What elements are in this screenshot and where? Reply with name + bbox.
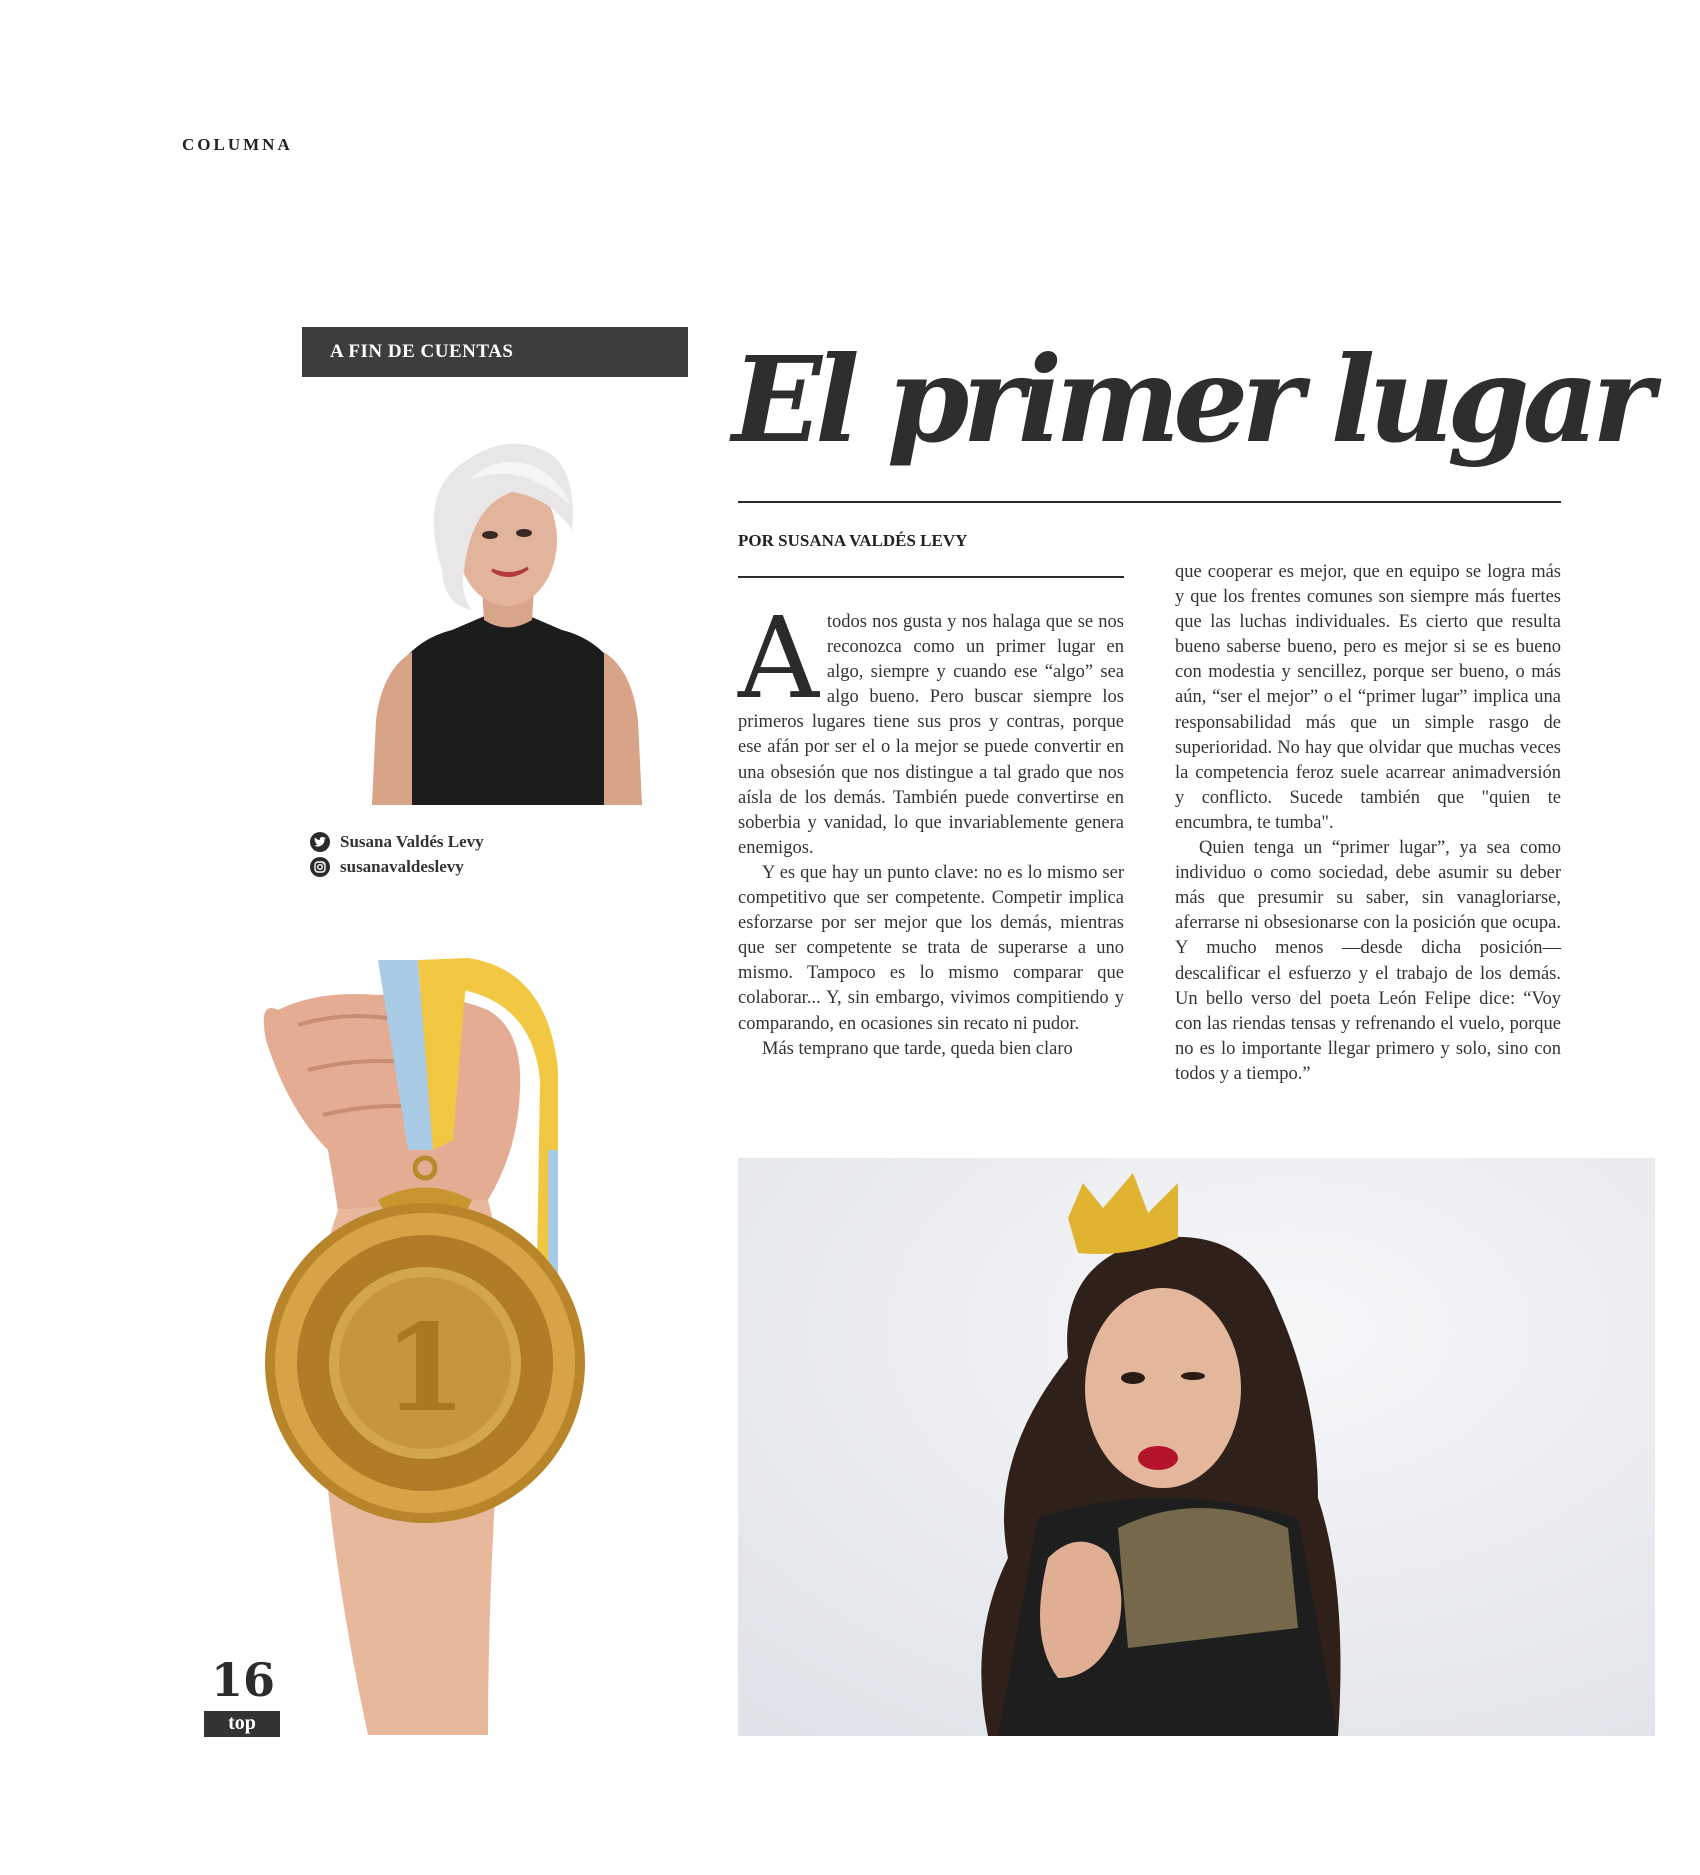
headline-divider xyxy=(738,501,1561,503)
author-portrait xyxy=(372,420,642,805)
instagram-row[interactable] xyxy=(310,854,484,879)
brand-tag: top xyxy=(204,1711,280,1737)
author-social xyxy=(310,829,484,879)
column-kicker: A FIN DE CUENTAS xyxy=(302,327,688,377)
article-headline: El primer lugar xyxy=(732,330,1648,469)
section-label: COLUMNA xyxy=(182,135,293,154)
article-paragraph: Más temprano que tarde, queda bien claro xyxy=(762,1038,1073,1059)
twitter-handle: Susana Valdés Levy xyxy=(340,831,484,851)
medal-number: 1 xyxy=(383,1298,467,1439)
article-column-1 xyxy=(738,594,1124,1062)
medal-photo xyxy=(258,950,638,1735)
article-paragraph: que cooperar es mejor, que en equipo se logra más y que los frentes comunes son siempre más fuertes que las luchas individuales. Es cierto que resulta bueno saberse bueno, pero es mejor si se es bueno con modestia y sencillez, porque ser bueno, o más aún, “ser el mejor” o el “primer lugar” implica una responsabilidad más que un simple rasgo de superioridad. No hay que olvidar que muchas veces la competencia feroz suele acarrear animadversión y conflicto. Sucede también que "quien te encumbra, te tumba". xyxy=(1175,562,1561,833)
crown-woman-photo xyxy=(738,1158,1655,1736)
instagram-icon xyxy=(310,857,330,877)
page-number: 16 xyxy=(210,1653,275,1707)
byline: POR SUSANA VALDÉS LEVY xyxy=(738,531,968,550)
instagram-handle: susanavaldeslevy xyxy=(340,856,464,876)
article-paragraph: Y es que hay un punto clave: no es lo mismo ser competitivo que ser competente. Competir implica esforzarse por ser mejor que los demás, mientras que ser competente se trata de superarse a uno mismo. Tampoco es lo mismo comparar que colaborar... Y, sin embargo, vivimos compitiendo y comparando, en ocasiones sin recato ni pudor. xyxy=(738,862,1124,1034)
drop-cap: A xyxy=(738,594,819,724)
twitter-row[interactable] xyxy=(310,829,484,854)
twitter-icon xyxy=(310,832,330,852)
article-paragraph: A todos nos gusta y nos halaga que se nos reconozca como un primer lugar en algo, siempre y cuando ese “algo” sea algo bueno. Pero buscar siempre los primeros lugares tiene sus pros y contras, porque ese afán por ser el o la mejor se puede convertir en una obsesión que nos distingue a tal grado que nos aísla de los demás. También puede convertirse en soberbia y vanidad, lo que invariablemente genera enemigos. xyxy=(738,594,1124,858)
article-column-2 xyxy=(1175,560,1561,1087)
byline-divider xyxy=(738,576,1124,578)
article-paragraph: Quien tenga un “primer lugar”, ya sea como individuo o como sociedad, debe asumir su deber más que presumir su saber, sin vanagloriarse, aferrarse ni obsesionarse con la posición que ocupa. Y mucho menos —desde dicha posición— descalificar el esfuerzo y el trabajo de los demás. Un bello verso del poeta León Felipe dice: “Voy con las riendas tensas y refrenando el vuelo, porque no es lo importante llegar primero y solo, sino con todos y a tiempo.” xyxy=(1175,838,1561,1084)
